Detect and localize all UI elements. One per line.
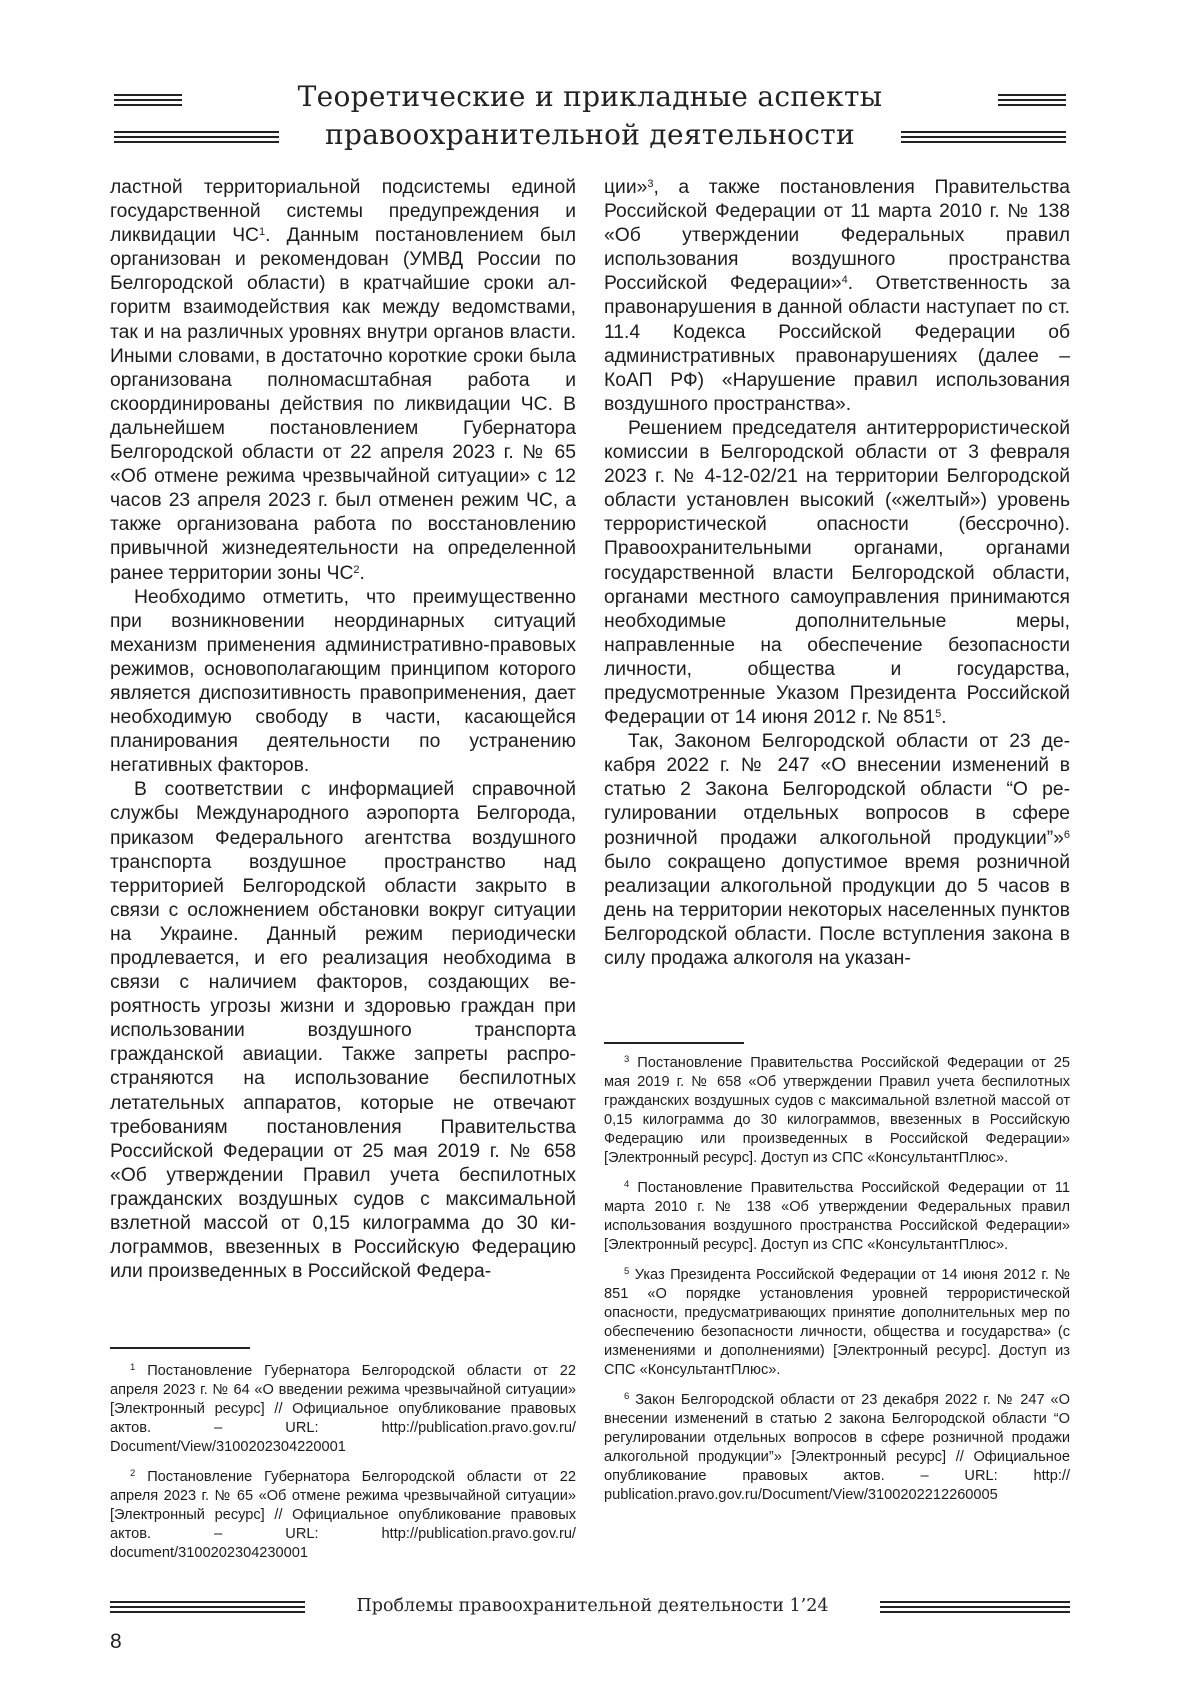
footnote-4: $^4$ Постановление Правительства Российской Федерации от 11 марта 2010 г. № 138 «Об утверждении Федеральных правил использования воздушного пространства Российской Федерации» [Электронный ресурс]. Доступ из СПС «КонсультантПлюс». — [604, 1179, 1070, 1253]
section-title-line1: Теоретические и прикладные аспекты — [297, 80, 883, 113]
footnote-ref-4[interactable]: 4 — [841, 274, 848, 287]
journal-title: Проблемы правоохранительной деятельности 1’24 — [356, 1596, 829, 1616]
section-title-line2: правоохранительной деятельности — [325, 118, 855, 151]
footnote-1: $^1$ Постановление Губернатора Белгородской области от 22 апреля 2023 г. № 64 «О введении режима чрезвычайной ситуации» [Электронный ресурс] // Официальное опубликование правовых актов. – URL: http://publication.pravo.gov.ru/ Document/View/3100202304220001 — [110, 1362, 576, 1455]
footnote-ref-2[interactable]: 2 — [353, 563, 360, 576]
left-paragraph-3: В соответствии с информацией справочной службы Международного аэропорта Белгорода, приказом Федерального агентства воздушного транспорта воздушное пространство над территорией Белгородской области закрыто в связи с осложнением обстановки вокруг ситуации на Украине. Данный режим периодически продлевается, и его реализация необходима в связи с наличием факторов, создающих вероятность угрозы жизни и здоровью граждан при использовании воздушного транспорта гражданской авиации. Также запреты распространяются на использование беспилотных летательных аппаратов, которые не отвечают требованиям постановления Правительства Российской Федерации от 25 мая 2019 г. № 658 «Об утверждении Правил учета беспилотных гражданских воздушных судов с максимальной взлетной массой от 0,15 килограмма до 30 килограммов, ввезенных в Российскую Федерацию или произведенных в Российской Федера- — [110, 779, 576, 1283]
running-footer — [110, 1598, 1070, 1620]
footnote-6: $^6$ Закон Белгородской области от 23 декабря 2022 г. № 247 «О внесении изменений в статью 2 закона Белгородской области “О регулировании отдельных вопросов в сфере розничной продажи алкогольной продукции”» [Электронный ресурс] // Официальное опубликование правовых актов. – URL: http:// publication.pravo.gov.ru/Document/View/3100202212260005 — [604, 1391, 1070, 1503]
page-number: 8 — [110, 1630, 122, 1653]
left-paragraph-2: Необходимо отметить, что преимущественно при возникновении неординарных ситуаций механизм применения административно-правовых режимов, основополагающим принципом которого является диспозитивность правоприменения, дает необходимую свободу в части, касающейся планирования деятельности по устранению негативных факторов. — [110, 586, 576, 777]
footnote-ref-6[interactable]: 6 — [1063, 828, 1070, 841]
footnote-5: $^5$ Указ Президента Российской Федерации от 14 июня 2012 г. № 851 «О порядке установления уровней террористической опасности, предусматривающих принятие дополнительных мер по обеспечению безопасности личности, общества и государства» (с изменениями и дополнениями) [Электронный ресурс]. Доступ из СПС «КонсультантПлюс». — [604, 1266, 1070, 1378]
footnotes-left — [110, 1362, 576, 1574]
section-title — [110, 78, 1070, 154]
footnote-3: $^3$ Постановление Правительства Российской Федерации от 25 мая 2019 г. № 658 «Об утверждении Правил учета беспилотных гражданских воздушных судов с максимальной взлетной массой от 0,15 килограмма до 30 килограммов, ввезенных в Российскую Федерацию или произведенных в Российской Федерации» [Электронный ресурс]. Доступ из СПС «КонсультантПлюс». — [604, 1054, 1070, 1166]
footnote-ref-1[interactable]: 1 — [258, 226, 266, 239]
footnote-ref-3[interactable]: 3 — [647, 178, 654, 190]
footer-rule-right — [880, 1601, 1070, 1616]
footnote-ref-5[interactable]: 5 — [935, 708, 942, 721]
right-column — [604, 176, 1070, 971]
left-column — [110, 176, 576, 1284]
footnote-separator-left — [110, 1347, 250, 1349]
left-paragraph-1: ластной территориальной подсистемы единой государственной системы предупреждения и ликвидации $ЧС^1$. Данным постановлением был организован и рекомендован (УМВД России по Белгородской области) в кратчайшие сроки алгоритм взаимодействия как между ведомствами, так и на различных уровнях внутри органов власти. Иными словами, в достаточно короткие сроки была организована полномасштабная работа и скоординированы действия по ликвидации ЧС. В дальнейшем постановлением Губернатора Белгородской области от 22 апреля 2023 г. № 65 «Об отмене режима чрезвычайной ситуации» с 12 часов 23 апреля 2023 г. был отменен режим ЧС, а также организована работа по восстановлению привычной жизнедеятельности на определенной ранее территории зоны $ЧС^2$. — [110, 177, 576, 584]
right-paragraph-2: Решением председателя антитеррористической комиссии в Белгородской области от 3 февраля 2023 г. № 4-12-02/21 на территории Белгородской области установлен высокий («желтый») уровень террористической опасности (бессрочно). Правоохранительными органами, органами государственной власти Белгородской области, органами местного самоуправления принимаются необходимые дополнительные меры, направленные на обеспечение безопасности личности, общества и государства, предусмотренные Указом Президента Российской Федерации от 14 июня 2012 г. № $851^5$. — [604, 417, 1070, 729]
right-paragraph-3: Так, Законом Белгородской области от 23 декабря 2022 г. № 247 «О внесении изменений в статью 2 Закона Белгородской области “О регулировании отдельных вопросов в сфере розничной продажи алкогольной продукции”»$^6$ было сокращено допустимое время розничной реализации алкогольной продукции до 5 часов в день на территории некоторых населенных пунктов Белгородской области. После вступления закона в силу продажа алкоголя на указан- — [604, 731, 1070, 969]
footnote-separator-right — [604, 1042, 744, 1044]
footnotes-right — [604, 1054, 1070, 1516]
right-paragraph-1: ции»$^3$, а также постановления Правительства Российской Федерации от 11 марта 2010 г. № 138 «Об утверждении Федеральных правил использования воздушного пространства Российской Федерации»$^4$. Ответственность за правонарушения в данной области наступает по ст. 11.4 Кодекса Российской Федерации об административных правонарушениях (далее – КоАП РФ) «Нарушение правил использования воздушного пространства». — [604, 177, 1071, 415]
running-header — [110, 78, 1070, 158]
footnote-2: $^2$ Постановление Губернатора Белгородской области от 22 апреля 2023 г. № 65 «Об отмене режима чрезвычайной ситуации» [Электронный ресурс] // Официальное опубликование правовых актов. – URL: http://publication.pravo.gov.ru/ document/3100202304230001 — [110, 1468, 576, 1561]
footer-rule-left — [110, 1601, 305, 1616]
